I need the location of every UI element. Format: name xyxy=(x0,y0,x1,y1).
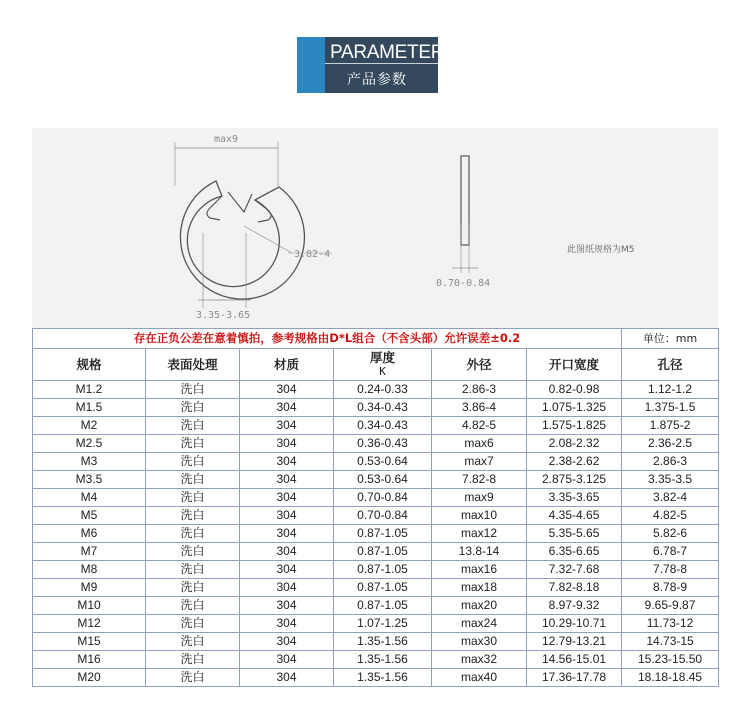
cell-outer-diameter: 7.82-8 xyxy=(432,471,527,489)
unit-label: 单位：mm xyxy=(622,329,719,349)
cell-surface: 洗白 xyxy=(146,669,240,687)
cell-surface: 洗白 xyxy=(146,399,240,417)
cell-opening-width: 3.35-3.65 xyxy=(527,489,622,507)
cell-outer-diameter: max6 xyxy=(432,435,527,453)
cell-outer-diameter: max7 xyxy=(432,453,527,471)
header-material: 材质 xyxy=(240,349,334,381)
cell-thickness: 0.70-0.84 xyxy=(334,489,432,507)
cell-opening-width: 2.875-3.125 xyxy=(527,471,622,489)
cell-surface: 洗白 xyxy=(146,615,240,633)
cell-opening-width: 10.29-10.71 xyxy=(527,615,622,633)
cell-outer-diameter: 4.82-5 xyxy=(432,417,527,435)
cell-surface: 洗白 xyxy=(146,489,240,507)
cell-surface: 洗白 xyxy=(146,471,240,489)
cell-hole-diameter: 5.82-6 xyxy=(622,525,719,543)
cell-material: 304 xyxy=(240,543,334,561)
table-row xyxy=(33,579,719,597)
cell-spec: M2 xyxy=(33,417,146,435)
table-row xyxy=(33,417,719,435)
table-row xyxy=(33,633,719,651)
cell-material: 304 xyxy=(240,651,334,669)
cell-spec: M9 xyxy=(33,579,146,597)
cell-surface: 洗白 xyxy=(146,561,240,579)
cell-outer-diameter: 2.86-3 xyxy=(432,381,527,399)
cell-opening-width: 1.075-1.325 xyxy=(527,399,622,417)
table-row xyxy=(33,561,719,579)
table-row xyxy=(33,489,719,507)
cell-spec: M1.5 xyxy=(33,399,146,417)
cell-surface: 洗白 xyxy=(146,525,240,543)
table-row xyxy=(33,435,719,453)
cell-hole-diameter: 6.78-7 xyxy=(622,543,719,561)
header-surface: 表面处理 xyxy=(146,349,240,381)
dim-opening-label: 3.82-4 xyxy=(294,249,331,260)
cell-spec: M3 xyxy=(33,453,146,471)
cell-surface: 洗白 xyxy=(146,633,240,651)
header-thickness-sub: K xyxy=(379,364,386,378)
cell-opening-width: 2.08-2.32 xyxy=(527,435,622,453)
table-row xyxy=(33,399,719,417)
table-row xyxy=(33,381,719,399)
cell-outer-diameter: max12 xyxy=(432,525,527,543)
table-row xyxy=(33,507,719,525)
e-clip-side-view xyxy=(461,156,469,245)
cell-surface: 洗白 xyxy=(146,597,240,615)
cell-hole-diameter: 11.73-12 xyxy=(622,615,719,633)
cell-spec: M6 xyxy=(33,525,146,543)
cell-opening-width: 12.79-13.21 xyxy=(527,633,622,651)
cell-hole-diameter: 3.35-3.5 xyxy=(622,471,719,489)
cell-spec: M15 xyxy=(33,633,146,651)
cell-spec: M3.5 xyxy=(33,471,146,489)
cell-material: 304 xyxy=(240,561,334,579)
cell-spec: M20 xyxy=(33,669,146,687)
cell-hole-diameter: 3.82-4 xyxy=(622,489,719,507)
cell-thickness: 0.87-1.05 xyxy=(334,525,432,543)
cell-thickness: 0.87-1.05 xyxy=(334,543,432,561)
cell-thickness: 0.87-1.05 xyxy=(334,579,432,597)
table-body xyxy=(33,381,719,687)
table-row xyxy=(33,597,719,615)
cell-opening-width: 4.35-4.65 xyxy=(527,507,622,525)
cell-material: 304 xyxy=(240,579,334,597)
cell-spec: M10 xyxy=(33,597,146,615)
cell-thickness: 0.87-1.05 xyxy=(334,561,432,579)
cell-hole-diameter: 8.78-9 xyxy=(622,579,719,597)
cell-surface: 洗白 xyxy=(146,507,240,525)
cell-thickness: 0.24-0.33 xyxy=(334,381,432,399)
technical-drawing xyxy=(32,128,718,328)
parameter-banner xyxy=(297,37,445,93)
header-hole-diameter: 孔径 xyxy=(622,349,719,381)
cell-hole-diameter: 15.23-15.50 xyxy=(622,651,719,669)
cell-spec: M12 xyxy=(33,615,146,633)
cell-opening-width: 1.575-1.825 xyxy=(527,417,622,435)
cell-outer-diameter: max10 xyxy=(432,507,527,525)
banner-title-cn: 产品参数 xyxy=(347,72,407,88)
cell-material: 304 xyxy=(240,669,334,687)
cell-outer-diameter: max20 xyxy=(432,597,527,615)
cell-opening-width: 7.82-8.18 xyxy=(527,579,622,597)
cell-thickness: 0.53-0.64 xyxy=(334,453,432,471)
cell-thickness: 1.35-1.56 xyxy=(334,669,432,687)
cell-thickness: 0.36-0.43 xyxy=(334,435,432,453)
cell-thickness: 1.07-1.25 xyxy=(334,615,432,633)
cell-opening-width: 2.38-2.62 xyxy=(527,453,622,471)
dim-max-label: max9 xyxy=(214,134,239,145)
banner-title-en: PARAMETER xyxy=(330,42,445,63)
cell-outer-diameter: 13.8-14 xyxy=(432,543,527,561)
cell-surface: 洗白 xyxy=(146,417,240,435)
cell-thickness: 1.35-1.56 xyxy=(334,651,432,669)
cell-material: 304 xyxy=(240,615,334,633)
cell-material: 304 xyxy=(240,399,334,417)
cell-opening-width: 6.35-6.65 xyxy=(527,543,622,561)
cell-outer-diameter: 3.86-4 xyxy=(432,399,527,417)
header-spec: 规格 xyxy=(33,349,146,381)
cell-opening-width: 0.82-0.98 xyxy=(527,381,622,399)
cell-hole-diameter: 1.875-2 xyxy=(622,417,719,435)
dim-thickness-label: 0.70-0.84 xyxy=(436,278,491,289)
banner-accent-bar xyxy=(297,37,325,93)
cell-outer-diameter: max32 xyxy=(432,651,527,669)
cell-opening-width: 7.32-7.68 xyxy=(527,561,622,579)
table-row xyxy=(33,453,719,471)
header-thickness xyxy=(334,349,432,381)
cell-material: 304 xyxy=(240,597,334,615)
cell-outer-diameter: max24 xyxy=(432,615,527,633)
e-clip-drawing xyxy=(32,128,718,328)
cell-material: 304 xyxy=(240,525,334,543)
header-thickness-label: 厚度 xyxy=(369,349,395,365)
cell-thickness: 0.87-1.05 xyxy=(334,597,432,615)
cell-surface: 洗白 xyxy=(146,453,240,471)
cell-opening-width: 14.56-15.01 xyxy=(527,651,622,669)
cell-material: 304 xyxy=(240,453,334,471)
cell-material: 304 xyxy=(240,507,334,525)
cell-hole-diameter: 2.36-2.5 xyxy=(622,435,719,453)
cell-surface: 洗白 xyxy=(146,381,240,399)
header-outer-diameter: 外径 xyxy=(432,349,527,381)
tolerance-notice: 存在正负公差在意着慎拍，参考规格由D*L组合（不含头部）允许误差±0.2 xyxy=(33,329,622,349)
cell-surface: 洗白 xyxy=(146,543,240,561)
cell-material: 304 xyxy=(240,489,334,507)
cell-hole-diameter: 14.73-15 xyxy=(622,633,719,651)
cell-material: 304 xyxy=(240,633,334,651)
cell-material: 304 xyxy=(240,417,334,435)
cell-spec: M5 xyxy=(33,507,146,525)
cell-thickness: 0.34-0.43 xyxy=(334,417,432,435)
cell-hole-diameter: 2.86-3 xyxy=(622,453,719,471)
table-row xyxy=(33,615,719,633)
cell-surface: 洗白 xyxy=(146,435,240,453)
table-row xyxy=(33,669,719,687)
cell-outer-diameter: max40 xyxy=(432,669,527,687)
cell-surface: 洗白 xyxy=(146,579,240,597)
cell-opening-width: 5.35-5.65 xyxy=(527,525,622,543)
cell-hole-diameter: 9.65-9.87 xyxy=(622,597,719,615)
cell-outer-diameter: max9 xyxy=(432,489,527,507)
cell-hole-diameter: 1.375-1.5 xyxy=(622,399,719,417)
cell-material: 304 xyxy=(240,471,334,489)
table-row xyxy=(33,471,719,489)
cell-hole-diameter: 18.18-18.45 xyxy=(622,669,719,687)
cell-hole-diameter: 1.12-1.2 xyxy=(622,381,719,399)
e-clip-outline xyxy=(180,181,304,299)
cell-hole-diameter: 4.82-5 xyxy=(622,507,719,525)
table-row xyxy=(33,543,719,561)
cell-spec: M16 xyxy=(33,651,146,669)
cell-material: 304 xyxy=(240,435,334,453)
parameter-table xyxy=(32,328,719,687)
table-row xyxy=(33,525,719,543)
cell-outer-diameter: max16 xyxy=(432,561,527,579)
table-row xyxy=(33,651,719,669)
cell-surface: 洗白 xyxy=(146,651,240,669)
cell-hole-diameter: 7.78-8 xyxy=(622,561,719,579)
cell-spec: M7 xyxy=(33,543,146,561)
cell-material: 304 xyxy=(240,381,334,399)
table-notice-row xyxy=(33,329,719,349)
cell-opening-width: 8.97-9.32 xyxy=(527,597,622,615)
dim-width-label: 3.35-3.65 xyxy=(196,310,251,321)
cell-spec: M2.5 xyxy=(33,435,146,453)
cell-outer-diameter: max18 xyxy=(432,579,527,597)
cell-spec: M4 xyxy=(33,489,146,507)
header-opening-width: 开口宽度 xyxy=(527,349,622,381)
drawing-spec-note: 此图纸规格为M5 xyxy=(567,245,635,255)
cell-thickness: 0.70-0.84 xyxy=(334,507,432,525)
cell-spec: M1.2 xyxy=(33,381,146,399)
cell-thickness: 0.34-0.43 xyxy=(334,399,432,417)
cell-outer-diameter: max30 xyxy=(432,633,527,651)
cell-thickness: 1.35-1.56 xyxy=(334,633,432,651)
cell-thickness: 0.53-0.64 xyxy=(334,471,432,489)
cell-opening-width: 17.36-17.78 xyxy=(527,669,622,687)
cell-spec: M8 xyxy=(33,561,146,579)
table-header-row xyxy=(33,349,719,381)
